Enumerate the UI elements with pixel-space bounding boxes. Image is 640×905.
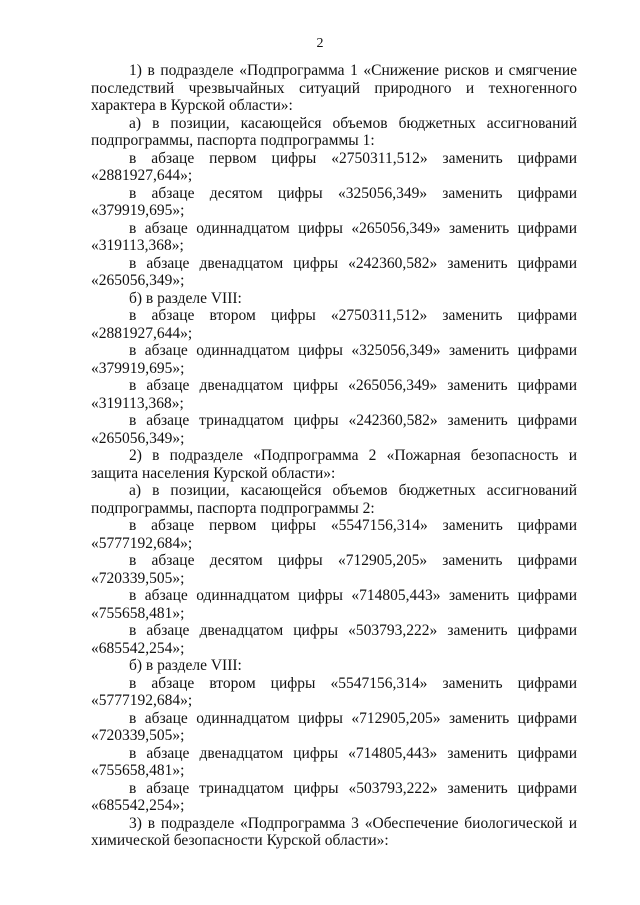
- paragraph: в абзаце одиннадцатом цифры «714805,443» заменить цифрами «755658,481»;: [91, 587, 577, 622]
- paragraph: в абзаце первом цифры «2750311,512» заменить цифрами «2881927,644»;: [91, 149, 577, 184]
- paragraph: в абзаце двенадцатом цифры «242360,582» заменить цифрами «265056,349»;: [91, 254, 577, 289]
- paragraph: 2) в подразделе «Подпрограмма 2 «Пожарная безопасность и защита населения Курской области»:: [91, 447, 577, 482]
- paragraph: в абзаце первом цифры «5547156,314» заменить цифрами «5777192,684»;: [91, 517, 577, 552]
- paragraph: в абзаце втором цифры «5547156,314» заменить цифрами «5777192,684»;: [91, 674, 577, 709]
- paragraph: в абзаце тринадцатом цифры «503793,222» заменить цифрами «685542,254»;: [91, 779, 577, 814]
- paragraph: б) в разделе VIII:: [129, 657, 242, 674]
- paragraph: а) в позиции, касающейся объемов бюджетных ассигнований подпрограммы, паспорта подпрограммы 1:: [91, 114, 577, 149]
- paragraph: в абзаце одиннадцатом цифры «325056,349» заменить цифрами «379919,695»;: [91, 342, 577, 377]
- paragraph: в абзаце тринадцатом цифры «242360,582» заменить цифрами «265056,349»;: [91, 412, 577, 447]
- paragraph: в абзаце одиннадцатом цифры «265056,349» заменить цифрами «319113,368»;: [91, 219, 577, 254]
- paragraph: в абзаце десятом цифры «712905,205» заменить цифрами «720339,505»;: [91, 552, 577, 587]
- paragraph: в абзаце десятом цифры «325056,349» заменить цифрами «379919,695»;: [91, 184, 577, 219]
- paragraph: в абзаце двенадцатом цифры «503793,222» заменить цифрами «685542,254»;: [91, 622, 577, 657]
- page-number: 2: [316, 36, 324, 51]
- paragraph: 1) в подразделе «Подпрограмма 1 «Снижение рисков и смягчение последствий чрезвычайных ситуаций природного и техногенного характера в Курской области»:: [91, 62, 577, 114]
- paragraph: в абзаце одиннадцатом цифры «712905,205» заменить цифрами «720339,505»;: [91, 709, 577, 744]
- paragraph: а) в позиции, касающейся объемов бюджетных ассигнований подпрограммы, паспорта подпрограммы 2:: [91, 482, 577, 517]
- document-body: [91, 62, 577, 850]
- paragraph: б) в разделе VIII:: [129, 289, 242, 307]
- paragraph: в абзаце двенадцатом цифры «714805,443» заменить цифрами «755658,481»;: [91, 744, 577, 779]
- paragraph: 3) в подразделе «Подпрограмма 3 «Обеспечение биологической и химической безопасности Курской области»:: [91, 814, 577, 849]
- paragraph: в абзаце двенадцатом цифры «265056,349» заменить цифрами «319113,368»;: [91, 377, 577, 412]
- paragraph: в абзаце втором цифры «2750311,512» заменить цифрами «2881927,644»;: [91, 307, 577, 342]
